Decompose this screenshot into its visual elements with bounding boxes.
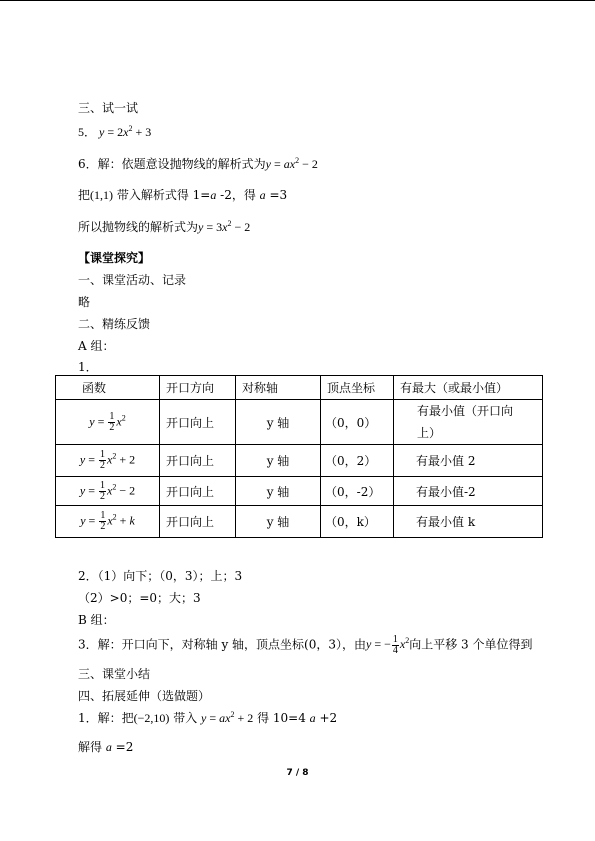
math-exp: 2 <box>227 219 232 228</box>
math-rest: + 3 <box>132 125 152 139</box>
substitution-line <box>78 188 287 202</box>
text: 把 <box>78 188 91 202</box>
properties-table <box>55 375 543 538</box>
header-vertex: 顶点坐标 <box>321 376 394 400</box>
table-header-row <box>56 376 543 400</box>
direction-cell: 开口向上 <box>160 445 236 477</box>
vertex-cell: （0，k） <box>321 506 394 538</box>
math-exp: 2 <box>112 512 117 522</box>
math-a: a <box>210 188 217 202</box>
fraction <box>108 412 115 433</box>
math-y: y <box>79 452 86 467</box>
answer-2-part-2: （2）>0；=0；大；3 <box>78 591 201 605</box>
math-y: y <box>265 157 271 171</box>
function-cell <box>56 445 160 477</box>
text: 带入 <box>169 711 202 725</box>
text: +2 <box>315 711 338 725</box>
math-eq: = 3 <box>203 220 223 234</box>
math-y: y <box>201 711 207 725</box>
extreme-cell: 有最小值 k <box>394 506 543 538</box>
item-1-label: 1． <box>78 360 98 374</box>
direction-cell: 开口向上 <box>160 477 236 506</box>
direction-cell: 开口向上 <box>160 506 236 538</box>
math-x: x <box>399 637 406 652</box>
vertex-cell: （0，-2） <box>321 477 394 506</box>
math-exp: 2 <box>230 710 235 719</box>
axis-cell: y 轴 <box>236 477 321 506</box>
section-heading-summary: 三、课堂小结 <box>78 667 151 681</box>
fraction <box>392 635 399 656</box>
table-row <box>56 400 543 445</box>
denominator: 2 <box>100 521 106 532</box>
fraction <box>99 450 106 471</box>
axis-cell: y 轴 <box>236 400 321 445</box>
math-exp: 2 <box>128 124 133 133</box>
math-x: x <box>123 125 129 139</box>
math-rest: + 2 <box>234 711 254 725</box>
math-y: y <box>198 220 204 234</box>
math-rest: − 2 <box>231 220 251 234</box>
table-row <box>56 445 543 477</box>
math-y: y <box>80 513 86 528</box>
math-a: a <box>309 711 316 725</box>
math-a: a <box>219 711 226 725</box>
header-axis: 对称轴 <box>236 376 321 400</box>
math-point: (1,1) <box>90 188 114 202</box>
extreme-text: 有最小值（开口向上） <box>417 404 514 440</box>
text: 得 10=4 <box>253 711 310 725</box>
math-exp: 2 <box>112 481 117 491</box>
group-a-label: A 组： <box>78 339 115 353</box>
header-function: 函数 <box>56 376 160 400</box>
axis-cell: y 轴 <box>236 445 321 477</box>
math-a: a <box>105 740 112 754</box>
table-row <box>56 477 543 506</box>
math-eq: = <box>85 452 98 467</box>
math-x: x <box>225 711 231 725</box>
denominator: 2 <box>109 421 115 433</box>
math-y: y <box>79 482 86 497</box>
section-heading-extend: 四、拓展延伸（选做题） <box>78 689 211 703</box>
vertex-cell: （0，2） <box>321 445 394 477</box>
section-heading-explore: 【课堂探究】 <box>78 251 151 265</box>
math-eq: = − <box>371 637 391 652</box>
table-row <box>56 506 543 538</box>
text: 1．解：把 <box>78 711 134 725</box>
solve-line <box>78 740 133 754</box>
answer-2-part-1: 2．（1）向下；（0，3）；上；3 <box>78 569 243 583</box>
numerator: 1 <box>100 510 106 521</box>
math-rest: − 2 <box>299 157 318 171</box>
answer-6-text: 6．解：依题意设抛物线的解析式为 <box>78 157 266 171</box>
math-exp: 2 <box>295 156 300 165</box>
answer-5-label: 5． <box>78 125 97 139</box>
function-cell <box>56 506 160 538</box>
math-a: a <box>259 188 266 202</box>
numerator: 1 <box>109 410 115 422</box>
math-rest: − 2 <box>116 482 136 497</box>
answer-3 <box>78 635 532 656</box>
math-eq: = <box>85 482 98 497</box>
numerator: 1 <box>392 634 398 645</box>
axis-cell: y 轴 <box>236 506 321 538</box>
page-number: 7 / 8 <box>286 768 309 778</box>
text: 解得 <box>78 740 106 754</box>
fraction <box>99 511 106 532</box>
answer-6 <box>78 157 318 171</box>
math-exp: 2 <box>405 636 410 646</box>
math-exp: 2 <box>121 412 126 422</box>
math-x: x <box>116 413 122 428</box>
numerator: 1 <box>100 449 105 460</box>
omit-text: 略 <box>78 295 91 309</box>
math-x: x <box>107 452 113 467</box>
extension-answer-1 <box>78 711 337 725</box>
function-cell <box>56 400 160 445</box>
math-y: y <box>366 637 372 652</box>
denominator: 2 <box>100 460 105 471</box>
math-x: x <box>222 220 228 234</box>
math-eq: = 2 <box>104 125 124 139</box>
math-x: x <box>107 482 113 497</box>
math-eq: = <box>94 413 108 428</box>
math-rest: + k <box>116 513 135 528</box>
function-cell <box>56 477 160 506</box>
numerator: 1 <box>100 479 105 491</box>
math-y: y <box>99 125 105 139</box>
group-b-label: B 组： <box>78 613 115 627</box>
direction-cell: 开口向上 <box>160 400 236 445</box>
math-k: k <box>129 513 135 528</box>
math-rest: + 2 <box>116 452 136 467</box>
header-extreme: 有最大（或最小值） <box>394 376 543 400</box>
extreme-cell <box>394 400 543 445</box>
text: -2，得 <box>216 188 260 202</box>
vertex-cell: （0，0） <box>321 400 394 445</box>
extreme-cell: 有最小值-2 <box>394 477 543 506</box>
answer-5 <box>78 125 151 139</box>
denominator: 4 <box>392 645 398 656</box>
fraction <box>99 481 106 502</box>
math-exp: 2 <box>112 451 117 461</box>
math-a: a <box>283 157 290 171</box>
text: =3 <box>265 188 288 202</box>
extreme-cell: 有最小值 2 <box>394 445 543 477</box>
section-heading-record: 一、课堂活动、记录 <box>78 273 187 287</box>
math-eq: = <box>270 157 284 171</box>
text: 带入解析式得 1= <box>113 188 211 202</box>
text: 3．解：开口向下，对称轴 y 轴，顶点坐标(0，3），由 <box>78 637 366 652</box>
text: 向上平移 3 个单位得到 <box>409 637 533 652</box>
text: =2 <box>111 740 134 754</box>
denominator: 2 <box>100 490 105 502</box>
math-x: x <box>289 157 296 171</box>
header-direction: 开口方向 <box>160 376 236 400</box>
math-x: x <box>107 513 113 528</box>
math-point: (−2,10) <box>133 711 170 725</box>
top-rule <box>0 0 595 1</box>
section-heading-feedback: 二、精练反馈 <box>78 317 151 331</box>
math-eq: = <box>206 711 220 725</box>
text: 所以抛物线的解析式为 <box>78 220 199 234</box>
math-y: y <box>89 413 95 428</box>
conclusion-line <box>78 220 250 234</box>
math-eq: = <box>85 513 99 528</box>
section-heading-try: 三、试一试 <box>78 101 139 115</box>
